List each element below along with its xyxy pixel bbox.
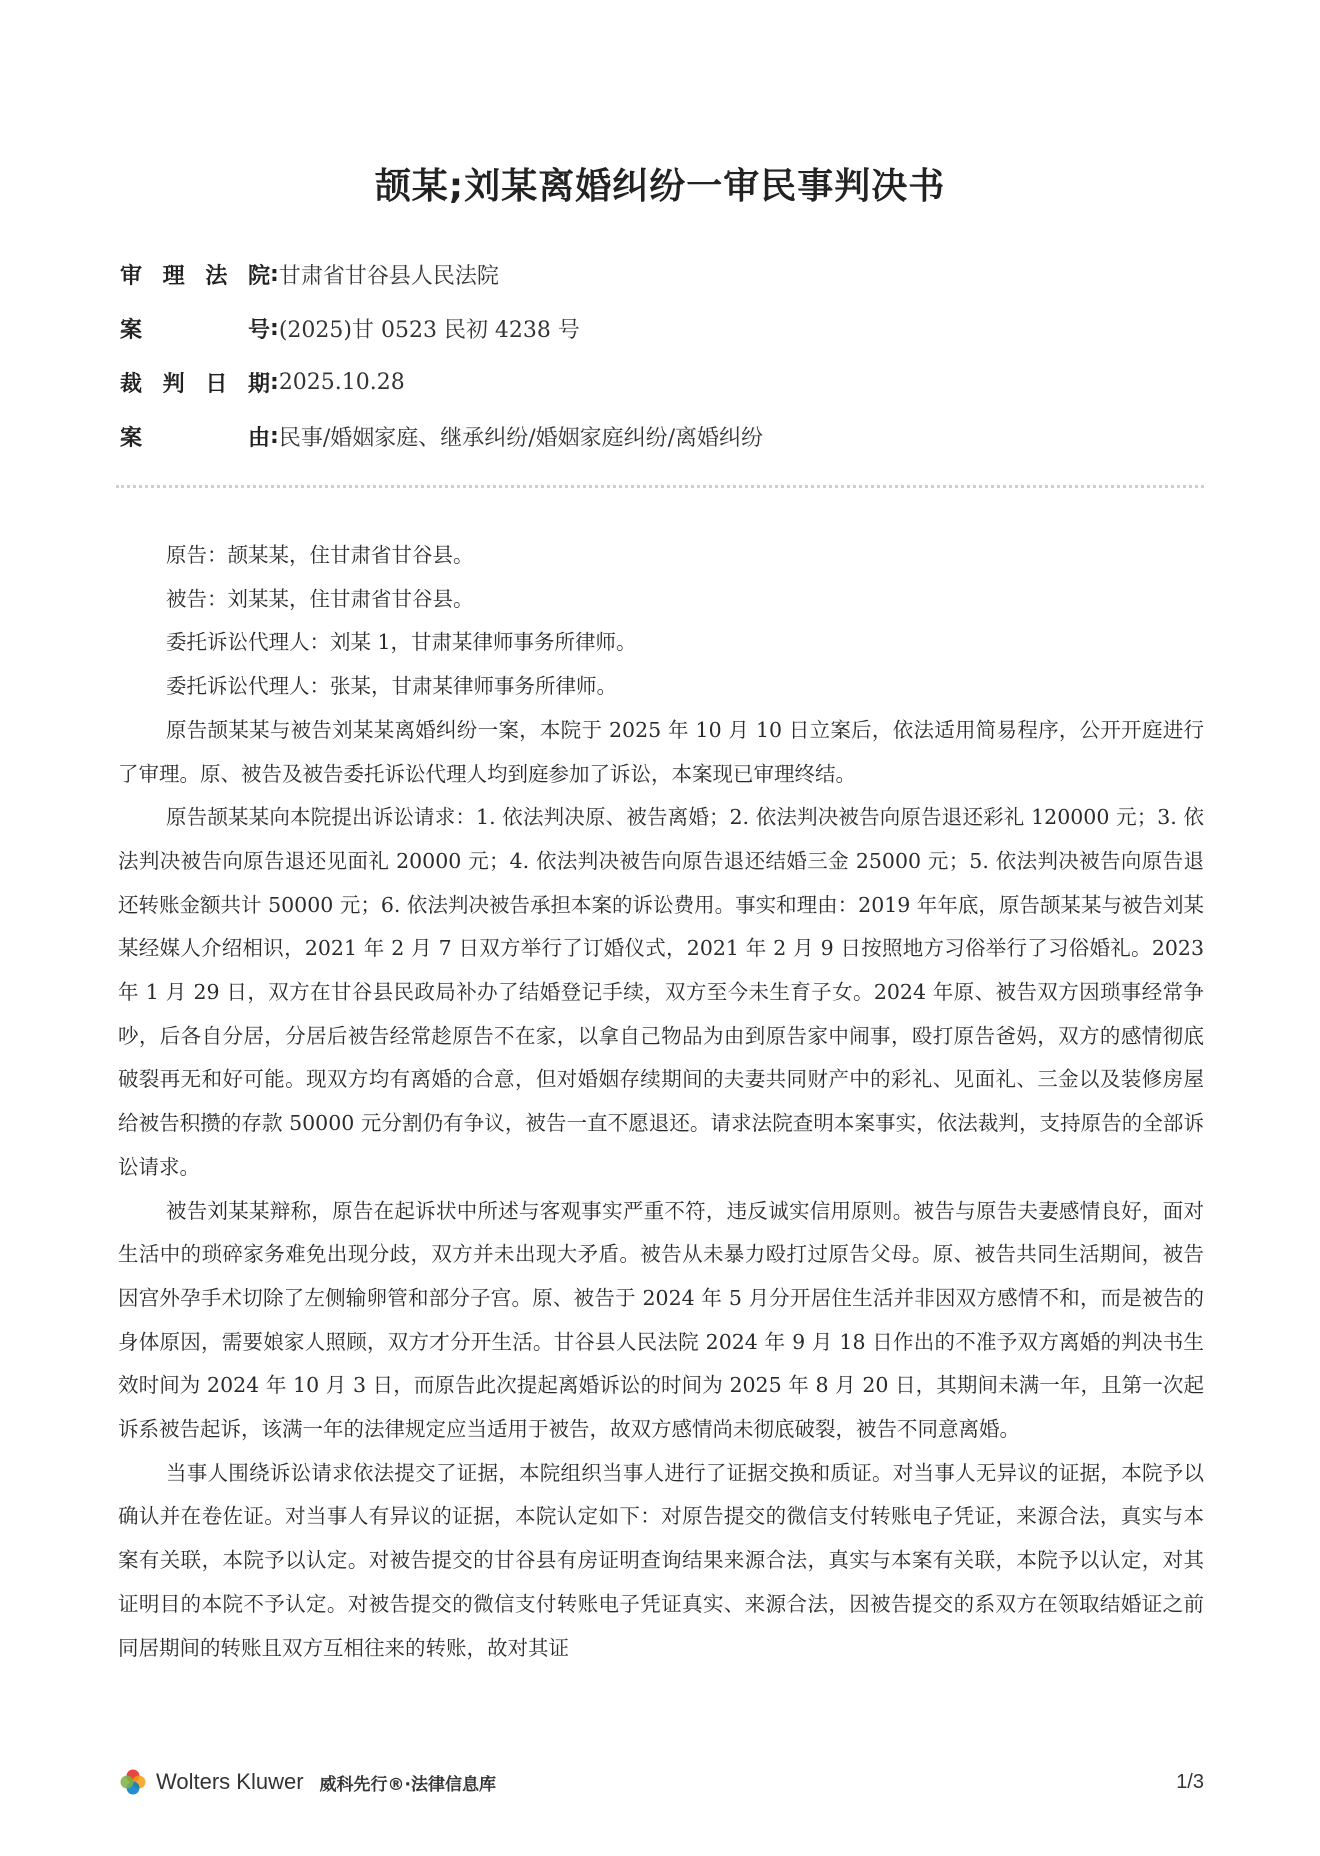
brand-name-cn: 威科先行®·法律信息库 bbox=[319, 1774, 496, 1795]
paragraph-defendant: 被告：刘某某，住甘肃省甘谷县。 bbox=[166, 586, 474, 611]
meta-label: 案 号 bbox=[120, 317, 270, 343]
page-footer bbox=[118, 1762, 1204, 1802]
judgment-body bbox=[118, 534, 1204, 1670]
paragraph-agent-1: 委托诉讼代理人：刘某 1，甘肃某律师事务所律师。 bbox=[166, 630, 637, 655]
dotted-divider bbox=[116, 485, 1204, 488]
paragraph-plaintiff-claims: 原告颉某某向本院提出诉讼请求：1. 依法判决原、被告离婚；2. 依法判决被告向原告退还彩礼 120000 元；3. 依法判决被告向原告退还见面礼 20000 元；4. 依法判决被告向原告退还结婚三金 25000 元；5. 依法判决被告向原告退还转账金额共计 50000 元；6. 依法判决被告承担本案的诉讼费用。事实和理由：2019 年年底，原告颉某某与被告刘某某经媒人介绍相识，2021 年 2 月 7 日双方举行了订婚仪式，2021 年 2 月 9 日按照地方习俗举行了习俗婚礼。2023 年 1 月 29 日，双方在甘谷县民政局补办了结婚登记手续，双方至今未生育子女。2024 年原、被告双方因琐事经常争吵，后各自分居，分居后被告经常趁原告不在家，以拿自己物品为由到原告家中闹事，殴打原告爸妈，双方的感情彻底破裂再无和好可能。现双方均有离婚的合意，但对婚姻存续期间的夫妻共同财产中的彩礼、见面礼、三金以及装修房屋给被告积攒的存款 50000 元分割仍有争议，被告一直不愿退还。请求法院查明本案事实，依法裁判，支持原告的全部诉讼请求。 bbox=[118, 805, 1204, 1179]
meta-label: 审 理 法 院 bbox=[120, 263, 270, 289]
wolters-kluwer-logo-icon bbox=[118, 1767, 148, 1797]
meta-value-court: 甘肃省甘谷县人民法院 bbox=[278, 263, 499, 289]
case-metadata bbox=[120, 247, 1200, 463]
paragraph-case-intro: 原告颉某某与被告刘某某离婚纠纷一案，本院于 2025 年 10 月 10 日立案后，依法适用简易程序，公开开庭进行了审理。原、被告及被告委托诉讼代理人均到庭参加了诉讼，本案现已审理终结。 bbox=[118, 717, 1204, 786]
meta-value-judgment-date: 2025.10.28 bbox=[278, 369, 405, 395]
meta-value-cause: 民事/婚姻家庭、继承纠纷/婚姻家庭纠纷/离婚纠纷 bbox=[278, 425, 764, 451]
meta-label: 案 由 bbox=[120, 425, 270, 451]
meta-row-case-number: 案 号 : (2025)甘 0523 民初 4238 号 bbox=[120, 301, 1200, 355]
paragraph-plaintiff: 原告：颉某某，住甘肃省甘谷县。 bbox=[166, 543, 474, 567]
meta-row-judgment-date: 裁 判 日 期 : 2025.10.28 bbox=[120, 355, 1200, 409]
paragraph-defendant-defense: 被告刘某某辩称，原告在起诉状中所述与客观事实严重不符，违反诚实信用原则。被告与原告夫妻感情良好，面对生活中的琐碎家务难免出现分歧，双方并未出现大矛盾。被告从未暴力殴打过原告父母。原、被告共同生活期间，被告因宫外孕手术切除了左侧输卵管和部分子宫。原、被告于 2024 年 5 月分开居住生活并非因双方感情不和，而是被告的身体原因，需要娘家人照顾，双方才分开生活。甘谷县人民法院 2024 年 9 月 18 日作出的不准予双方离婚的判决书生效时间为 2024 年 10 月 3 日，而原告此次提起离婚诉讼的时间为 2025 年 8 月 20 日，其期间未满一年，且第一次起诉系被告起诉，该满一年的法律规定应当适用于被告，故双方感情尚未彻底破裂，被告不同意离婚。 bbox=[118, 1198, 1204, 1442]
paragraph-agent-2: 委托诉讼代理人：张某，甘肃某律师事务所律师。 bbox=[166, 674, 617, 699]
meta-value-case-number: (2025)甘 0523 民初 4238 号 bbox=[278, 317, 580, 343]
document-title: 颉某;刘某离婚纠纷一审民事判决书 bbox=[374, 166, 946, 207]
meta-label: 裁 判 日 期 bbox=[120, 371, 270, 397]
page-number: 1/3 bbox=[1176, 1770, 1204, 1793]
paragraph-evidence: 当事人围绕诉讼请求依法提交了证据，本院组织当事人进行了证据交换和质证。对当事人无异议的证据，本院予以确认并在卷佐证。对当事人有异议的证据，本院认定如下：对原告提交的微信支付转账电子凭证，来源合法，真实与本案有关联，本院予以认定。对被告提交的甘谷县有房证明查询结果来源合法，真实与本案有关联，本院予以认定，对其证明目的本院不予认定。对被告提交的微信支付转账电子凭证真实、来源合法，因被告提交的系双方在领取结婚证之前同居期间的转账且双方互相往来的转账，故对其证 bbox=[118, 1460, 1204, 1660]
meta-row-cause: 案 由 : 民事/婚姻家庭、继承纠纷/婚姻家庭纠纷/离婚纠纷 bbox=[120, 409, 1200, 463]
meta-row-court: 审 理 法 院 : 甘肃省甘谷县人民法院 bbox=[120, 247, 1200, 301]
brand-name: Wolters Kluwer bbox=[156, 1769, 304, 1794]
